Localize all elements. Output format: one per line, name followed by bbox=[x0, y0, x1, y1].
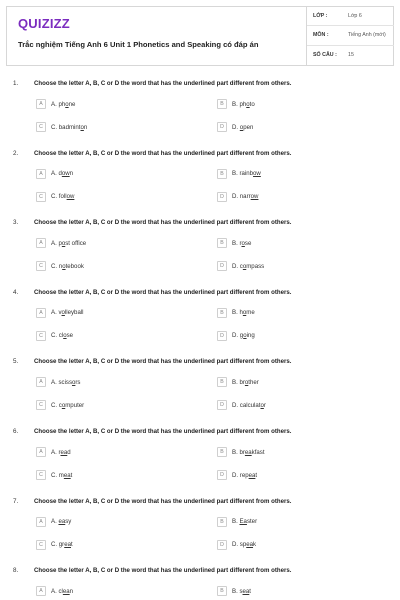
question-number: 8. bbox=[13, 567, 19, 575]
option-word-part: ph bbox=[239, 100, 247, 108]
option-letter-box: A bbox=[36, 238, 46, 248]
question-text: Choose the letter A, B, C or D the word that has the underlined part different from others. bbox=[34, 149, 292, 157]
answer-option-b[interactable] bbox=[217, 586, 387, 598]
option-text bbox=[51, 449, 71, 456]
meta-value: Lớp 6 bbox=[348, 13, 362, 19]
option-word-part: D. bbox=[232, 193, 239, 201]
underlined-part: o bbox=[61, 401, 66, 409]
option-letter-box: A bbox=[36, 308, 46, 318]
option-word-part: r bbox=[239, 239, 242, 247]
underlined-part: o bbox=[63, 332, 67, 340]
question-8 bbox=[0, 567, 400, 600]
option-letter-box: B bbox=[217, 99, 227, 109]
option-word-part: A. bbox=[51, 309, 57, 317]
meta-value: 15 bbox=[348, 51, 354, 58]
underlined-part: ow bbox=[253, 170, 261, 178]
option-letter-box: C bbox=[36, 400, 46, 410]
question-1 bbox=[0, 80, 400, 146]
option-text bbox=[51, 472, 72, 479]
option-word-part: B. bbox=[232, 170, 238, 178]
option-word-part: calculat bbox=[239, 401, 261, 409]
underlined-part: o bbox=[80, 123, 84, 131]
answer-option-a[interactable] bbox=[36, 238, 206, 250]
question-text: Choose the letter A, B, C or D the word that has the underlined part different from others. bbox=[34, 80, 292, 87]
underlined-part: ea bbox=[58, 518, 66, 526]
option-text bbox=[232, 332, 255, 339]
option-word-part: kfast bbox=[251, 448, 265, 456]
answer-option-c[interactable] bbox=[36, 261, 206, 273]
answer-option-d[interactable] bbox=[217, 470, 387, 482]
underlined-part: ow bbox=[66, 193, 75, 201]
option-word-part: br bbox=[239, 448, 245, 456]
option-word-part: foll bbox=[58, 193, 67, 201]
option-word-part: k bbox=[253, 541, 257, 549]
option-word-part: h bbox=[239, 309, 243, 317]
answer-option-b[interactable] bbox=[217, 238, 387, 250]
question-text: Choose the letter A, B, C or D the word that has the underlined part different from others. bbox=[34, 428, 292, 435]
meta-value: Tiếng Anh (mới) bbox=[348, 32, 386, 39]
underlined-part: o bbox=[241, 239, 245, 247]
option-word-part: C. bbox=[51, 332, 58, 340]
option-word-part: n bbox=[83, 123, 88, 131]
option-word-part: cl bbox=[58, 587, 63, 595]
underlined-part: o bbox=[242, 262, 247, 270]
underlined-part: ea bbox=[248, 471, 256, 479]
underlined-part: o bbox=[72, 378, 76, 386]
option-word-part: D. bbox=[232, 262, 239, 270]
option-word-part: pen bbox=[243, 123, 254, 131]
answer-option-d[interactable] bbox=[217, 261, 387, 273]
question-text: Choose the letter A, B, C or D the word that has the underlined part different from others. bbox=[34, 219, 292, 227]
option-word-part: ing bbox=[246, 332, 255, 340]
underlined-part: ow bbox=[250, 193, 259, 201]
option-text bbox=[51, 124, 87, 131]
option-letter-box: D bbox=[217, 192, 227, 202]
question-text: Choose the letter A, B, C or D the word that has the underlined part different from others. bbox=[34, 288, 292, 296]
option-word-part: C. bbox=[51, 262, 58, 270]
option-word-part: C. bbox=[51, 401, 58, 409]
option-word-part: t bbox=[255, 471, 258, 479]
option-text bbox=[232, 170, 261, 177]
option-text bbox=[51, 541, 73, 548]
option-word-part: B. bbox=[232, 587, 238, 595]
option-letter-box: B bbox=[217, 377, 227, 387]
option-letter-box: B bbox=[217, 517, 227, 527]
option-word-part: rs bbox=[75, 378, 81, 386]
underlined-part: Ea bbox=[239, 518, 247, 526]
option-word-part: s bbox=[239, 587, 243, 595]
option-text bbox=[232, 541, 256, 548]
underlined-part: o bbox=[239, 123, 244, 131]
answer-option-a[interactable] bbox=[36, 377, 206, 389]
underlined-part: ea bbox=[246, 541, 254, 549]
option-text bbox=[51, 332, 73, 339]
option-word-part: se bbox=[66, 332, 74, 340]
option-word-part: C. bbox=[51, 541, 58, 549]
option-word-part: D. bbox=[232, 401, 239, 409]
option-text bbox=[51, 309, 84, 316]
option-word-part: A. bbox=[51, 518, 57, 526]
meta-label: SỐ CÂU : bbox=[313, 51, 337, 58]
option-word-part: sp bbox=[239, 541, 247, 549]
option-word-part: t bbox=[70, 471, 73, 479]
answer-option-b[interactable] bbox=[217, 99, 387, 111]
option-word-part: rep bbox=[239, 471, 249, 479]
option-word-part: D. bbox=[232, 123, 239, 131]
option-word-part: B. bbox=[232, 518, 238, 526]
option-letter-box: D bbox=[217, 540, 227, 550]
option-letter-box: A bbox=[36, 447, 46, 457]
option-text bbox=[232, 588, 251, 595]
option-word-part: A. bbox=[51, 170, 57, 178]
option-word-part: A. bbox=[51, 448, 57, 456]
answer-option-a[interactable] bbox=[36, 308, 206, 320]
option-word-part: d bbox=[67, 448, 71, 456]
option-word-part: r bbox=[58, 448, 61, 456]
option-word-part: sy bbox=[65, 518, 72, 526]
option-word-part: D. bbox=[232, 541, 239, 549]
option-word-part: ther bbox=[248, 378, 259, 386]
option-word-part: c bbox=[239, 262, 243, 270]
answer-option-c[interactable] bbox=[36, 400, 206, 412]
underlined-part: ea bbox=[60, 448, 68, 456]
option-text bbox=[232, 101, 255, 108]
option-letter-box: B bbox=[217, 169, 227, 179]
question-2 bbox=[0, 150, 400, 216]
option-word-part: gr bbox=[58, 541, 65, 549]
answer-option-c[interactable] bbox=[36, 331, 206, 343]
option-text bbox=[232, 263, 264, 270]
option-letter-box: A bbox=[36, 517, 46, 527]
answer-option-b[interactable] bbox=[217, 169, 387, 181]
option-word-part: v bbox=[58, 309, 62, 317]
option-word-part: r bbox=[263, 401, 266, 409]
option-letter-box: A bbox=[36, 377, 46, 387]
option-letter-box: C bbox=[36, 122, 46, 132]
answer-option-b[interactable] bbox=[217, 517, 387, 529]
option-letter-box: B bbox=[217, 238, 227, 248]
option-text bbox=[51, 379, 80, 386]
option-word-part: lleyball bbox=[64, 309, 84, 317]
underlined-part: ea bbox=[242, 587, 250, 595]
option-text bbox=[51, 101, 75, 108]
option-word-part: B. bbox=[232, 378, 238, 386]
option-word-part: br bbox=[239, 378, 245, 386]
option-word-part: D. bbox=[232, 332, 239, 340]
underlined-part: o bbox=[242, 309, 247, 317]
question-4 bbox=[0, 289, 400, 355]
underlined-part: o bbox=[244, 378, 249, 386]
option-text bbox=[232, 449, 265, 456]
answer-option-a[interactable] bbox=[36, 586, 206, 598]
option-word-part: sciss bbox=[58, 378, 73, 386]
option-word-part: tebook bbox=[65, 262, 84, 270]
option-letter-box: D bbox=[217, 122, 227, 132]
meta-row-subject bbox=[307, 26, 394, 45]
meta-label: MÔN : bbox=[313, 32, 329, 39]
underlined-part: ea bbox=[244, 448, 252, 456]
option-word-part: g bbox=[239, 332, 244, 340]
option-text bbox=[232, 240, 251, 247]
underlined-part: o bbox=[61, 309, 65, 317]
option-word-part: mputer bbox=[65, 401, 85, 409]
question-number: 7. bbox=[13, 497, 19, 505]
question-text: Choose the letter A, B, C or D the word that has the underlined part different from others. bbox=[34, 567, 292, 575]
option-word-part: A. bbox=[51, 378, 57, 386]
option-text bbox=[51, 193, 74, 200]
option-text bbox=[232, 124, 253, 131]
option-letter-box: C bbox=[36, 192, 46, 202]
option-word-part: rainb bbox=[239, 170, 254, 178]
underlined-part: ea bbox=[63, 471, 71, 479]
answer-option-c[interactable] bbox=[36, 470, 206, 482]
worksheet-header bbox=[6, 6, 394, 66]
option-word-part: ne bbox=[68, 100, 76, 108]
option-letter-box: C bbox=[36, 261, 46, 271]
option-word-part: badmint bbox=[58, 123, 81, 131]
question-text: Choose the letter A, B, C or D the word that has the underlined part different from others. bbox=[34, 358, 292, 366]
option-word-part: p bbox=[58, 239, 62, 247]
meta-row-count bbox=[307, 46, 394, 65]
option-text bbox=[51, 518, 71, 525]
option-letter-box: D bbox=[217, 400, 227, 410]
option-text bbox=[232, 309, 255, 316]
option-word-part: mpass bbox=[246, 262, 265, 270]
option-word-part: B. bbox=[232, 239, 238, 247]
answer-option-b[interactable] bbox=[217, 447, 387, 459]
option-letter-box: D bbox=[217, 261, 227, 271]
answer-option-c[interactable] bbox=[36, 540, 206, 552]
option-word-part: B. bbox=[232, 100, 238, 108]
option-letter-box: A bbox=[36, 586, 46, 596]
option-word-part: n bbox=[58, 262, 63, 270]
option-letter-box: B bbox=[217, 586, 227, 596]
underlined-part: o bbox=[65, 100, 69, 108]
underlined-part: ea bbox=[62, 587, 70, 595]
underlined-part: o bbox=[243, 332, 247, 340]
question-6 bbox=[0, 428, 400, 494]
option-word-part: B. bbox=[232, 448, 238, 456]
option-text bbox=[51, 402, 84, 409]
meta-label: LỚP : bbox=[313, 13, 328, 19]
underlined-part: o bbox=[260, 401, 264, 409]
option-word-part: ster bbox=[246, 518, 258, 526]
underlined-part: o bbox=[61, 239, 66, 247]
answer-option-b[interactable] bbox=[217, 377, 387, 389]
answer-option-c[interactable] bbox=[36, 122, 206, 134]
option-word-part: t bbox=[71, 541, 73, 549]
option-word-part: m bbox=[58, 471, 64, 479]
option-letter-box: B bbox=[217, 308, 227, 318]
option-word-part: d bbox=[58, 170, 62, 178]
option-letter-box: A bbox=[36, 99, 46, 109]
answer-option-d[interactable] bbox=[217, 192, 387, 204]
option-word-part: C. bbox=[51, 471, 58, 479]
option-word-part: n bbox=[69, 170, 74, 178]
option-word-part: C. bbox=[51, 193, 58, 201]
question-number: 5. bbox=[13, 358, 19, 366]
underlined-part: ow bbox=[61, 170, 70, 178]
question-5 bbox=[0, 358, 400, 424]
option-word-part: narr bbox=[239, 193, 251, 201]
answer-option-a[interactable] bbox=[36, 447, 206, 459]
answer-option-d[interactable] bbox=[217, 122, 387, 134]
answer-option-a[interactable] bbox=[36, 517, 206, 529]
option-text bbox=[232, 472, 257, 479]
meta-row-class bbox=[307, 7, 394, 26]
question-7 bbox=[0, 498, 400, 564]
option-text bbox=[232, 379, 259, 386]
option-word-part: A. bbox=[51, 587, 57, 595]
question-number: 4. bbox=[13, 288, 19, 296]
option-word-part: A. bbox=[51, 239, 57, 247]
option-letter-box: C bbox=[36, 470, 46, 480]
question-text: Choose the letter A, B, C or D the word that has the underlined part different from others. bbox=[34, 497, 292, 505]
option-word-part: n bbox=[69, 587, 74, 595]
question-number: 3. bbox=[13, 219, 19, 227]
answer-option-d[interactable] bbox=[217, 331, 387, 343]
answer-option-c[interactable] bbox=[36, 192, 206, 204]
option-word-part: t bbox=[249, 587, 251, 595]
option-word-part: C. bbox=[51, 123, 58, 131]
question-number: 6. bbox=[13, 428, 19, 435]
option-word-part: ph bbox=[58, 100, 66, 108]
option-letter-box: D bbox=[217, 331, 227, 341]
option-text bbox=[51, 263, 84, 270]
option-text bbox=[51, 588, 73, 595]
underlined-part: o bbox=[62, 262, 66, 270]
option-text bbox=[232, 402, 266, 409]
quizizz-logo: QUIZIZZ bbox=[18, 16, 70, 31]
question-number: 2. bbox=[13, 149, 19, 157]
option-word-part: D. bbox=[232, 471, 239, 479]
option-word-part: cl bbox=[58, 332, 64, 340]
question-number: 1. bbox=[13, 80, 19, 87]
option-word-part: A. bbox=[51, 100, 57, 108]
option-text bbox=[232, 518, 257, 525]
option-letter-box: C bbox=[36, 540, 46, 550]
underlined-part: ea bbox=[64, 541, 71, 549]
answer-option-d[interactable] bbox=[217, 400, 387, 412]
option-letter-box: C bbox=[36, 331, 46, 341]
option-text bbox=[232, 193, 258, 200]
option-text bbox=[51, 240, 86, 247]
worksheet-title: Trắc nghiệm Tiếng Anh 6 Unit 1 Phonetics and Speaking có đáp án bbox=[18, 40, 259, 49]
option-word-part: c bbox=[58, 401, 62, 409]
option-word-part: se bbox=[244, 239, 252, 247]
answer-option-d[interactable] bbox=[217, 540, 387, 552]
option-word-part: me bbox=[246, 309, 255, 317]
option-word-part: B. bbox=[232, 309, 238, 317]
answer-option-a[interactable] bbox=[36, 99, 206, 111]
option-letter-box: B bbox=[217, 447, 227, 457]
option-word-part: st office bbox=[65, 239, 87, 247]
question-3 bbox=[0, 219, 400, 285]
worksheet-meta bbox=[306, 7, 394, 65]
option-text bbox=[51, 170, 73, 177]
answer-option-a[interactable] bbox=[36, 169, 206, 181]
option-letter-box: D bbox=[217, 470, 227, 480]
answer-option-b[interactable] bbox=[217, 308, 387, 320]
underlined-part: o bbox=[246, 100, 250, 108]
option-word-part: to bbox=[249, 100, 255, 108]
option-letter-box: A bbox=[36, 169, 46, 179]
